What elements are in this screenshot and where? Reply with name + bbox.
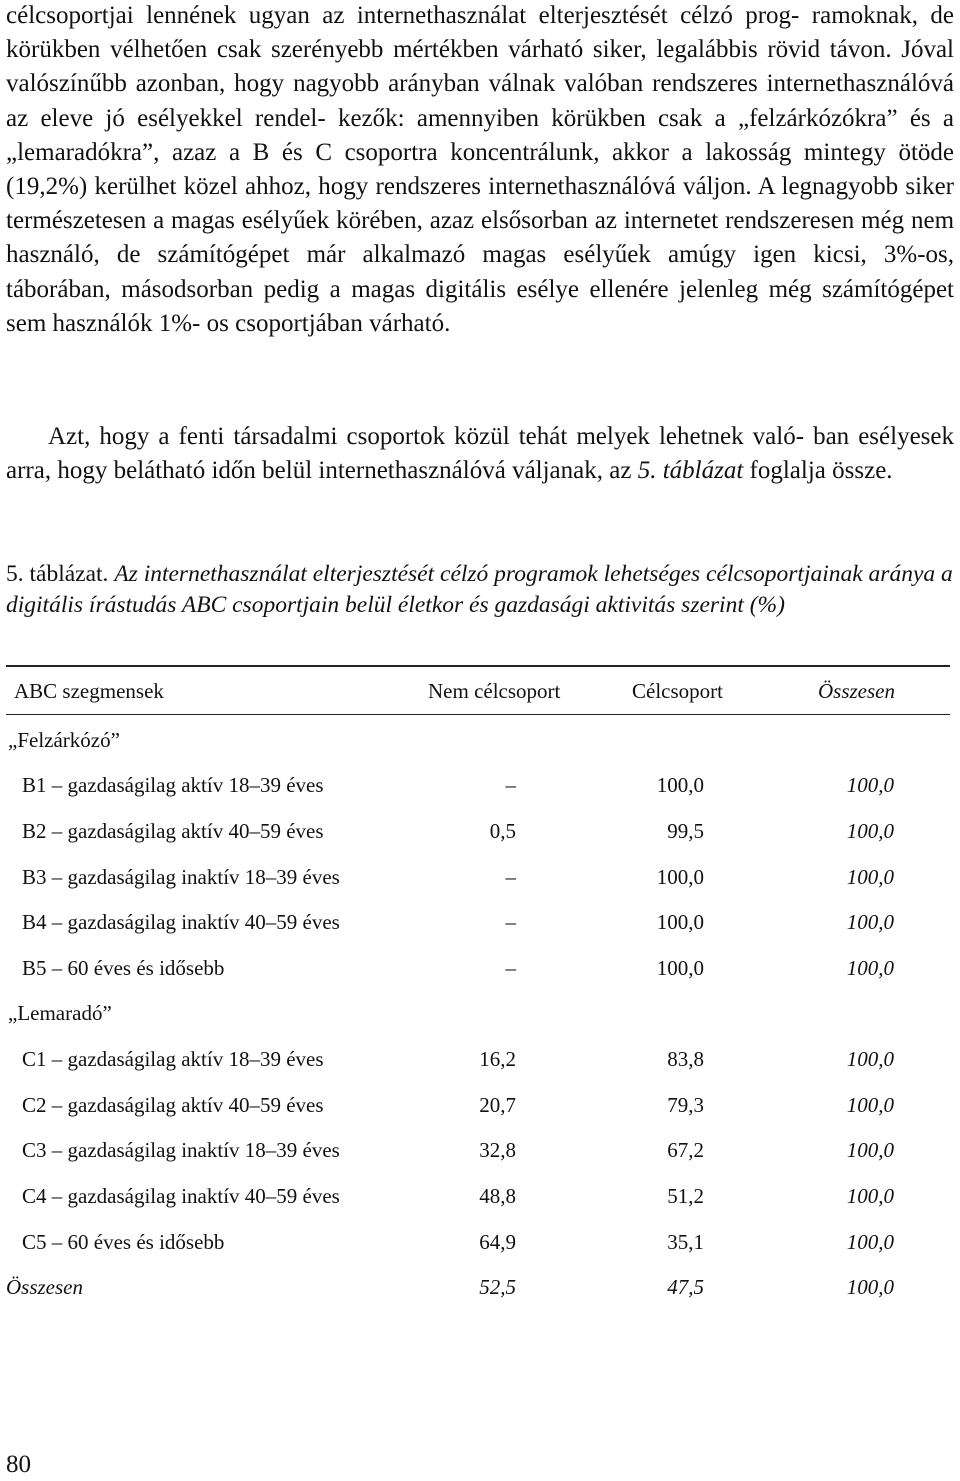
row-label: C3 – gazdaságilag inaktív 18–39 éves [22, 1138, 340, 1162]
text-line: azaz a B és C csoportra koncentrálunk, akkor a lakosság mintegy ötöde [171, 138, 954, 166]
text-line: válnak valóban rendszeres internethasználóvá az eleve jó esélyekkel rendel- [6, 70, 954, 132]
cell-non-target: – [505, 956, 516, 980]
header-abc-segments: ABC szegmensek [14, 679, 164, 703]
text-line: ramoknak, de körükben vélhetően csak szerényebb mértékben várható siker, [6, 2, 954, 64]
text-line: os csoportjában várható. [206, 309, 451, 337]
row-label: C2 – gazdaságilag aktív 40–59 éves [22, 1093, 324, 1117]
cell-total: 100,0 [846, 1093, 894, 1117]
cell-total: 100,0 [846, 1230, 894, 1254]
cell-target: 67,2 [667, 1138, 704, 1162]
body-paragraph-1 [6, 0, 954, 341]
cell-target: 100,0 [656, 956, 704, 980]
text-line: foglalja össze. [743, 457, 893, 485]
table-top-rule [6, 665, 950, 667]
cell-non-target: 20,7 [479, 1093, 516, 1117]
text-line: magas esélyűek amúgy igen kicsi, 3%-os, táborában, másodsorban pedig a [6, 241, 955, 303]
caption-label: 5. táblázat. [6, 561, 109, 587]
row-label: Összesen [6, 1275, 83, 1299]
header-target: Célcsoport [632, 679, 723, 703]
cell-total: 100,0 [846, 1275, 894, 1299]
cell-total: 100,0 [846, 1138, 894, 1162]
cell-total: 100,0 [846, 865, 894, 889]
text-line: legnagyobb siker természetesen a magas esélyűek körében, azaz elsősorban [6, 173, 955, 235]
cell-non-target: 32,8 [479, 1138, 516, 1162]
cell-total: 100,0 [846, 819, 894, 843]
cell-target: 83,8 [667, 1047, 704, 1071]
group-label: „Felzárkózó” [8, 728, 120, 752]
row-label: B2 – gazdaságilag aktív 40–59 éves [22, 819, 324, 843]
row-label: C5 – 60 éves és idősebb [22, 1230, 225, 1254]
cell-total: 100,0 [846, 1047, 894, 1071]
cell-total: 100,0 [846, 956, 894, 980]
body-paragraph-2 [6, 420, 954, 488]
row-label: B1 – gazdaságilag aktív 18–39 éves [22, 773, 324, 797]
header-total: Összesen [818, 679, 895, 703]
cell-non-target: 16,2 [479, 1047, 516, 1071]
row-label: C1 – gazdaságilag aktív 18–39 éves [22, 1047, 324, 1071]
cell-non-target: – [505, 773, 516, 797]
text-line: legalábbis rövid távon. Jóval valószínűbb azonban, hogy nagyobb arányban [6, 36, 954, 98]
cell-non-target: 64,9 [479, 1230, 516, 1254]
text-line: (19,2%) kerülhet közel ahhoz, hogy rendszeres internethasználóvá váljon. A [6, 173, 775, 201]
table-header-rule [6, 714, 950, 715]
cell-target: 47,5 [667, 1275, 704, 1299]
row-label: B3 – gazdaságilag inaktív 18–39 éves [22, 865, 340, 889]
cell-target: 100,0 [656, 865, 704, 889]
cell-total: 100,0 [846, 910, 894, 934]
text-line: célcsoportjai lennének ugyan az internethasználat elterjesztését célzó prog- [6, 2, 800, 29]
cell-total: 100,0 [846, 773, 894, 797]
cell-non-target: 52,5 [479, 1275, 516, 1299]
text-line: magas digitális esélye ellenére jelenleg még számítógépet sem használók 1%- [6, 275, 955, 337]
text-line: az internetet rendszeresen még nem használó, de számítógépet már alkalmazó [6, 207, 955, 269]
cell-non-target: – [505, 865, 516, 889]
caption-text: Az internethasználat elterjesztését célzó programok lehetséges célcsoportjainak aránya a digitális írástudás ABC csoportjain belül életkor és gazdasági aktivitás szerint (%) [6, 561, 953, 618]
table-caption [6, 559, 954, 621]
page-number: 80 [6, 1451, 31, 1478]
cell-non-target: – [505, 910, 516, 934]
table-reference: 5. táblázat [637, 457, 744, 485]
row-label: C4 – gazdaságilag inaktív 40–59 éves [22, 1184, 340, 1208]
group-label: „Lemaradó” [8, 1001, 112, 1025]
row-label: B5 – 60 éves és idősebb [22, 956, 225, 980]
cell-target: 100,0 [656, 773, 704, 797]
text-line: kezők: amennyiben körükben csak a „felzárkózókra” és a „lemaradókra”, [6, 104, 955, 166]
cell-total: 100,0 [846, 1184, 894, 1208]
row-label: B4 – gazdaságilag inaktív 40–59 éves [22, 910, 340, 934]
cell-target: 35,1 [667, 1230, 704, 1254]
cell-non-target: 0,5 [489, 819, 516, 843]
cell-target: 99,5 [667, 819, 704, 843]
header-non-target: Nem célcsoport [428, 679, 561, 703]
text-line: ban esélyesek arra, hogy belátható időn belül internethasználóvá váljanak, az [6, 423, 954, 485]
cell-target: 79,3 [667, 1093, 704, 1117]
text-line: Azt, hogy a fenti társadalmi csoportok közül tehát melyek lehetnek való- [48, 423, 805, 450]
cell-non-target: 48,8 [479, 1184, 516, 1208]
cell-target: 100,0 [656, 910, 704, 934]
cell-target: 51,2 [667, 1184, 704, 1208]
